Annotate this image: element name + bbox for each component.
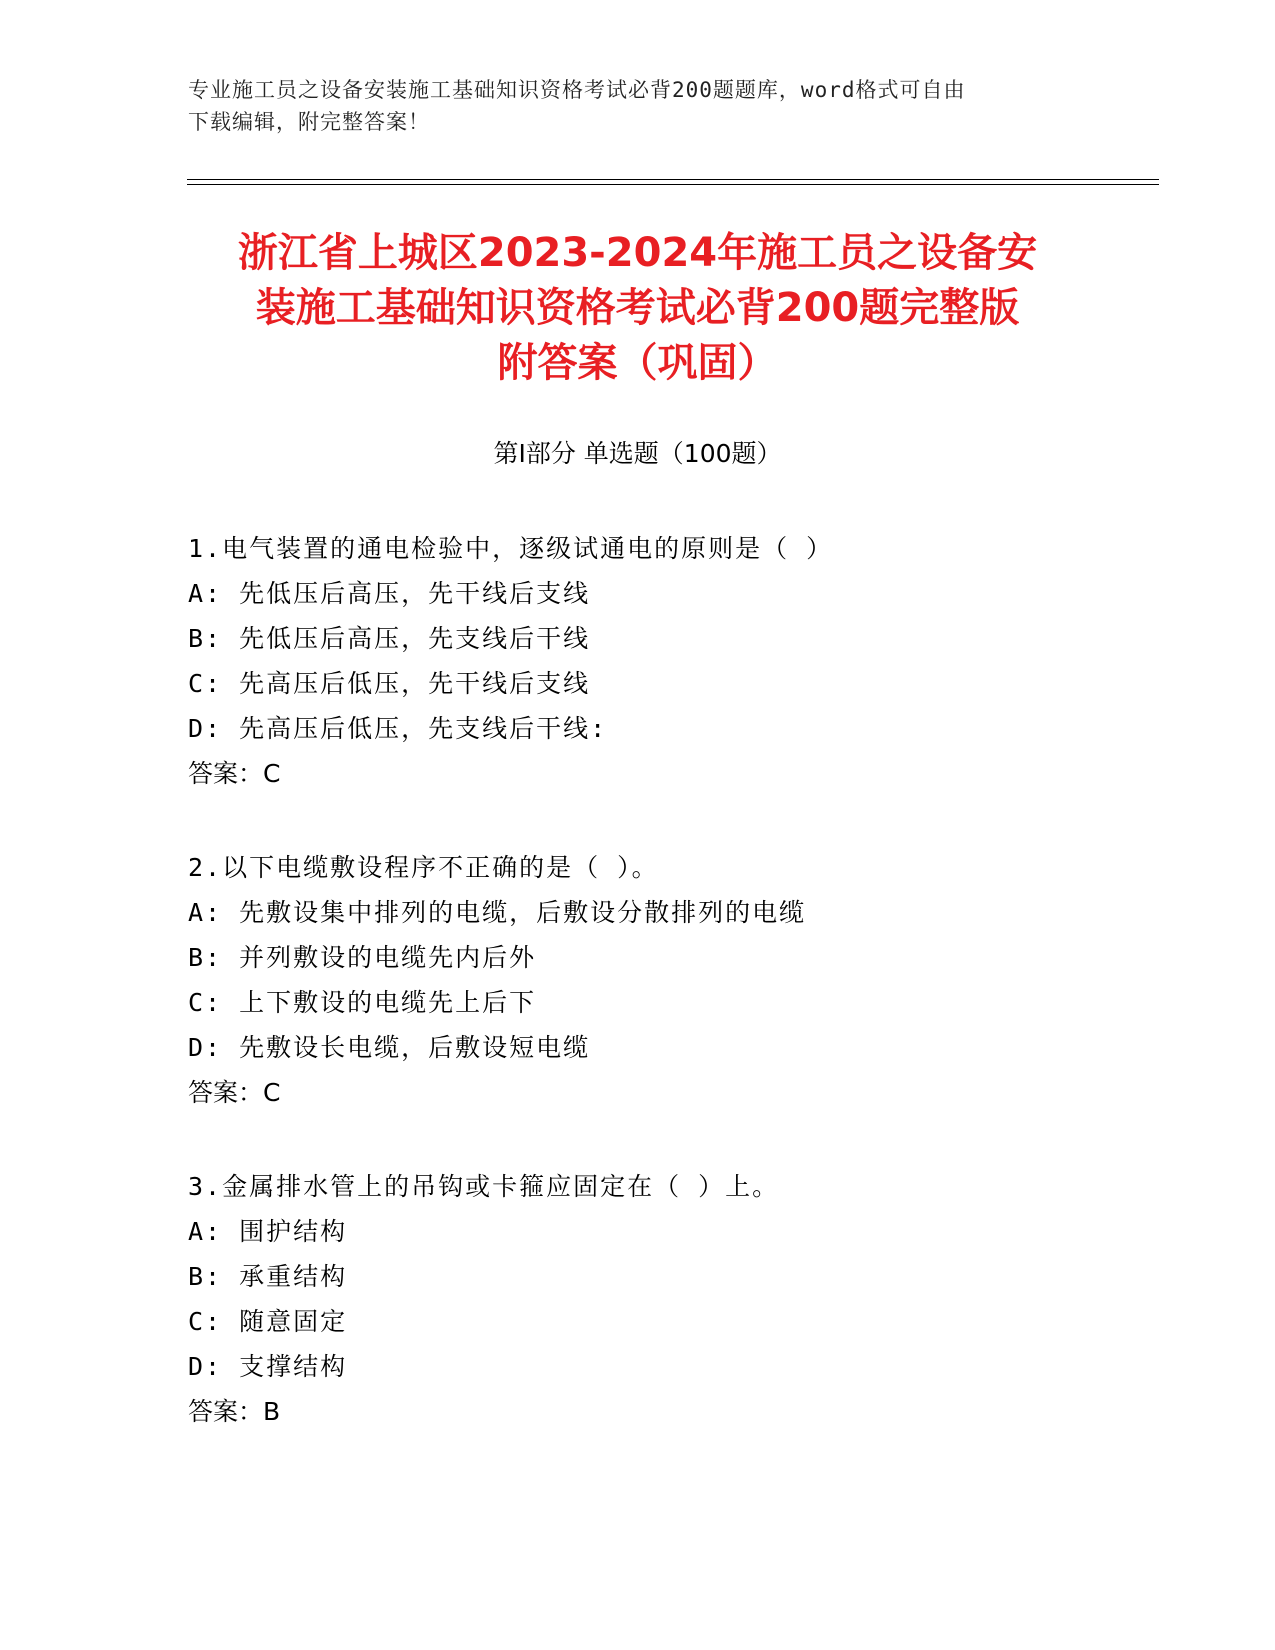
header-note-line-1: 专业施工员之设备安装施工基础知识资格考试必背200题题库，word格式可自由 bbox=[188, 78, 966, 102]
question-1 bbox=[188, 526, 1148, 796]
question-stem: 2.以下电缆敷设程序不正确的是（ ）。 bbox=[188, 853, 659, 882]
option-d: D: 先高压后低压，先支线后干线: bbox=[188, 714, 608, 743]
answer: 答案：C bbox=[188, 759, 281, 788]
option-c: C: 先高压后低压，先干线后支线 bbox=[188, 669, 591, 698]
document-title bbox=[150, 226, 1125, 391]
option-c: C: 上下敷设的电缆先上后下 bbox=[188, 988, 537, 1017]
title-line-2: 装施工基础知识资格考试必背200题完整版 bbox=[255, 285, 1020, 331]
title-line-1: 浙江省上城区2023-2024年施工员之设备安 bbox=[237, 230, 1038, 276]
option-a: A: 先敷设集中排列的电缆，后敷设分散排列的电缆 bbox=[188, 898, 807, 927]
header-divider-top bbox=[187, 179, 1159, 180]
question-3 bbox=[188, 1164, 1148, 1434]
answer: 答案：C bbox=[188, 1078, 281, 1107]
option-d: D: 先敷设长电缆，后敷设短电缆 bbox=[188, 1033, 591, 1062]
option-a: A: 围护结构 bbox=[188, 1217, 348, 1246]
option-c: C: 随意固定 bbox=[188, 1307, 348, 1336]
option-a: A: 先低压后高压，先干线后支线 bbox=[188, 579, 591, 608]
question-stem: 1.电气装置的通电检验中，逐级试通电的原则是（ ） bbox=[188, 534, 834, 563]
option-d: D: 支撑结构 bbox=[188, 1352, 348, 1381]
question-2 bbox=[188, 845, 1148, 1115]
header-note bbox=[188, 74, 1088, 138]
question-stem: 3.金属排水管上的吊钩或卡箍应固定在（ ）上。 bbox=[188, 1172, 780, 1201]
option-b: B: 先低压后高压，先支线后干线 bbox=[188, 624, 591, 653]
header-note-line-2: 下载编辑，附完整答案！ bbox=[188, 110, 430, 134]
option-b: B: 承重结构 bbox=[188, 1262, 348, 1291]
option-b: B: 并列敷设的电缆先内后外 bbox=[188, 943, 537, 972]
title-line-3: 附答案（巩固） bbox=[497, 340, 778, 386]
header-divider-bottom bbox=[187, 184, 1159, 185]
section-title: 第I部分 单选题（100题） bbox=[493, 439, 782, 468]
answer: 答案：B bbox=[188, 1397, 281, 1426]
